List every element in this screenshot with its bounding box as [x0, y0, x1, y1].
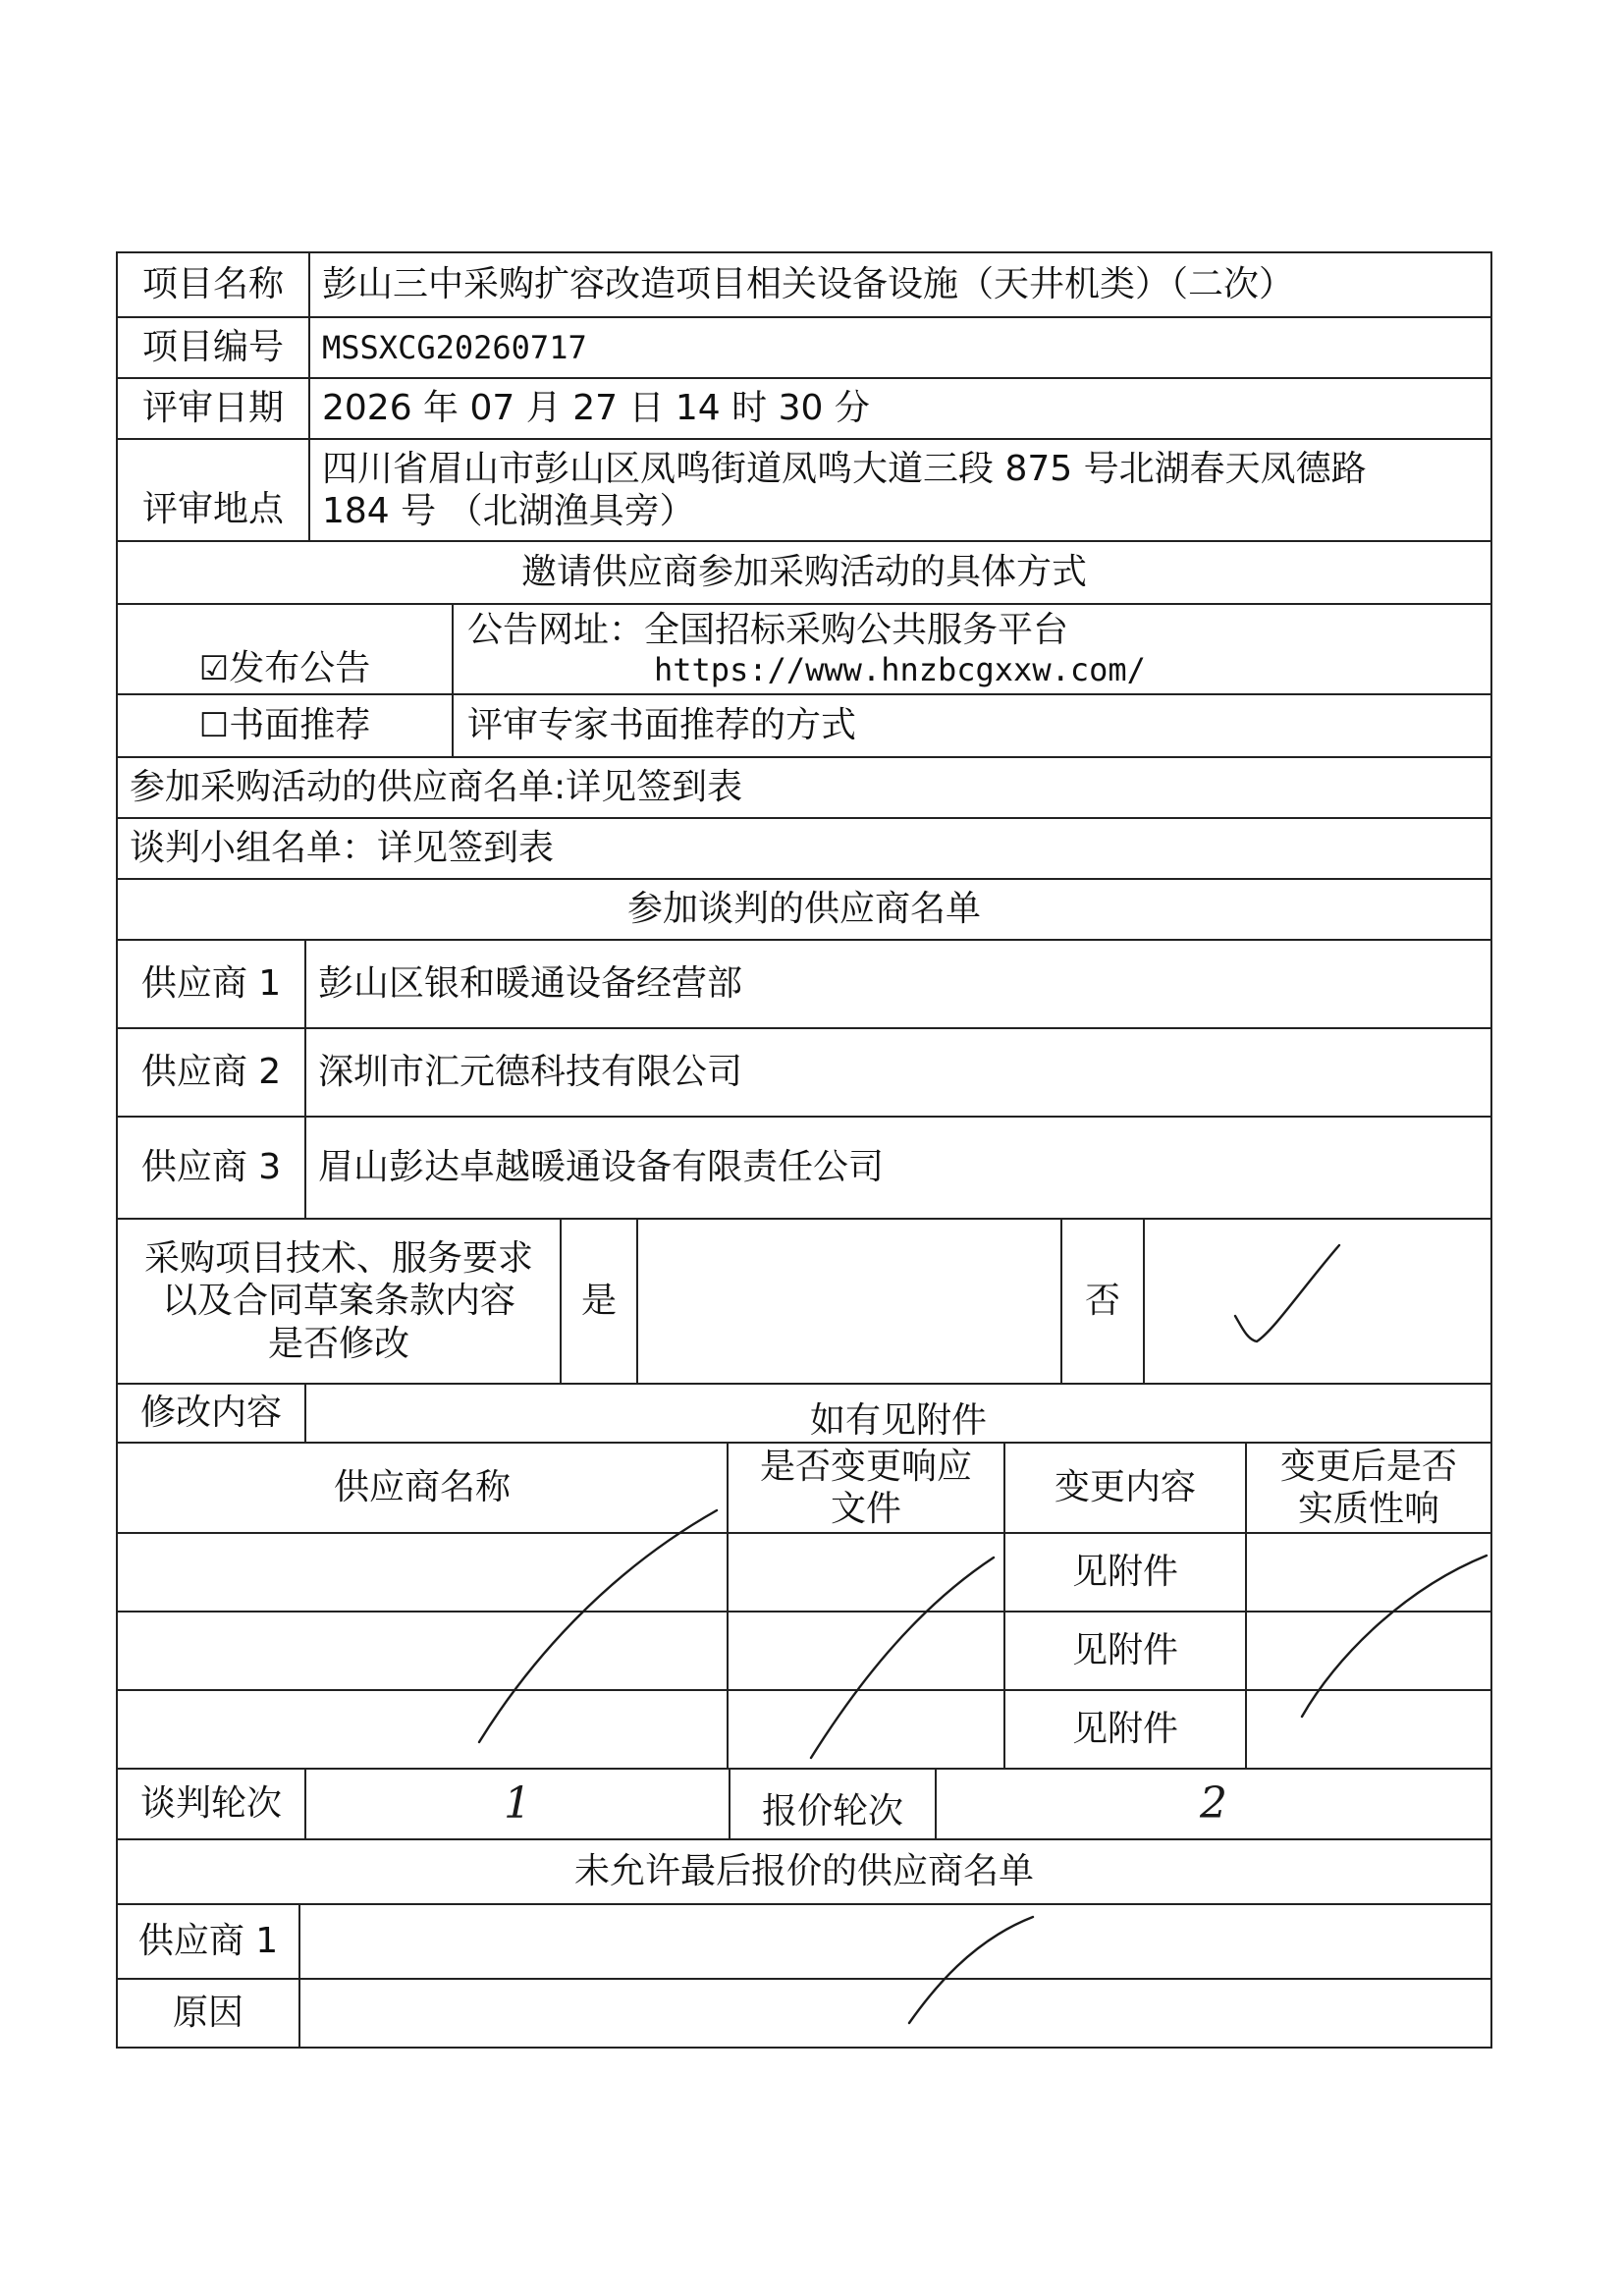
col-changed-header — [729, 1444, 1003, 1532]
publish-detail — [454, 605, 1490, 693]
supplier-name: 彭山区银和暖通设备经营部 — [318, 963, 743, 1005]
supplier-name: 眉山彭达卓越暖通设备有限责任公司 — [318, 1147, 885, 1188]
participants-line: 参加采购活动的供应商名单:详见签到表 — [130, 767, 743, 808]
rejected-supplier-label: 供应商 1 — [137, 1921, 279, 1962]
rejected-reason-label: 原因 — [172, 1993, 243, 2034]
col-content-header: 变更内容 — [1054, 1467, 1196, 1508]
slash-mark-icon — [1296, 1550, 1492, 1726]
supplier-row — [116, 1116, 1492, 1218]
publish-option — [118, 605, 452, 693]
row-invite-heading — [116, 540, 1492, 603]
project-name-value: 彭山三中采购扩容改造项目相关设备设施（天井机类）（二次） — [322, 264, 1295, 305]
publish-detail-line-1: 公告网址：全国招标采购公共服务平台 — [467, 610, 1069, 651]
supplier-name: 深圳市汇元德科技有限公司 — [318, 1052, 743, 1093]
suppliers-heading: 参加谈判的供应商名单 — [626, 889, 981, 930]
change-content-cell: 见附件 — [1071, 1630, 1178, 1671]
announcement-url: https://www.hnzbcgxxw.com/ — [654, 651, 1146, 689]
row-participants — [116, 756, 1492, 817]
review-place-label: 评审地点 — [141, 488, 284, 529]
checked-box-icon: ☑ — [198, 649, 230, 689]
supplier-label: 供应商 1 — [140, 963, 282, 1005]
modification-question-line-2: 以及合同草案条款内容 — [161, 1281, 515, 1322]
modification-question-line-1: 采购项目技术、服务要求 — [143, 1238, 533, 1280]
row-review-place — [116, 438, 1492, 540]
review-place-line-2: 184 号 （北湖渔具旁） — [322, 491, 695, 531]
yes-mark-cell — [638, 1220, 1060, 1383]
slash-mark-icon — [805, 1552, 1001, 1768]
modification-content-value: 如有见附件 — [809, 1399, 987, 1441]
row-suppliers-heading — [116, 878, 1492, 939]
empty-box-icon: ☐ — [198, 705, 230, 745]
negotiation-rounds-label: 谈判轮次 — [139, 1783, 282, 1825]
project-code-label: 项目编号 — [141, 327, 284, 368]
row-review-date — [116, 377, 1492, 438]
modification-question — [118, 1220, 560, 1383]
rejected-supplier-value — [300, 1905, 1490, 1978]
publish-option-label: 发布公告 — [229, 647, 371, 688]
review-date-value: 2026 年 07 月 27 日 14 时 30 分 — [322, 388, 870, 429]
quote-rounds-value: 2 — [1200, 1777, 1227, 1829]
col-substantive-header — [1247, 1444, 1490, 1532]
row-panel — [116, 817, 1492, 878]
changes-table — [116, 1442, 1492, 1768]
col-changed-line-2: 文件 — [830, 1489, 901, 1529]
change-content-cell: 见附件 — [1071, 1552, 1178, 1593]
col-changed-line-1: 是否变更响应 — [759, 1446, 972, 1487]
row-project-code — [116, 316, 1492, 377]
quote-rounds-label: 报价轮次 — [761, 1790, 903, 1831]
row-rejected-heading — [116, 1838, 1492, 1903]
row-project-name — [116, 251, 1492, 316]
col-substantive-line-2: 实质性响 — [1297, 1489, 1439, 1529]
supplier-label: 供应商 2 — [140, 1052, 282, 1093]
row-invite-publish — [116, 603, 1492, 693]
negotiation-record-form — [116, 251, 1492, 2049]
review-date-label: 评审日期 — [141, 388, 284, 429]
row-rounds — [116, 1768, 1492, 1838]
written-option — [118, 695, 452, 756]
yes-label: 是 — [580, 1281, 617, 1322]
supplier-row — [116, 1027, 1492, 1116]
modification-content-label: 修改内容 — [139, 1393, 282, 1434]
change-content-cell: 见附件 — [1071, 1709, 1178, 1750]
no-mark-cell — [1145, 1220, 1490, 1383]
row-modification-question — [116, 1218, 1492, 1383]
written-detail: 评审专家书面推荐的方式 — [467, 705, 857, 746]
supplier-row — [116, 939, 1492, 1027]
invite-heading: 邀请供应商参加采购活动的具体方式 — [520, 552, 1087, 593]
checkmark-icon — [1223, 1239, 1361, 1357]
review-place-value — [310, 440, 1490, 540]
modification-question-line-3: 是否修改 — [267, 1323, 409, 1364]
col-supplier-header: 供应商名称 — [333, 1467, 511, 1508]
project-code-value: MSSXCG20260717 — [322, 328, 587, 366]
row-invite-written — [116, 693, 1492, 756]
row-rejected-supplier — [116, 1903, 1492, 1978]
negotiation-rounds-value: 1 — [504, 1777, 531, 1829]
col-substantive-line-1: 变更后是否 — [1279, 1446, 1457, 1487]
row-rejected-reason — [116, 1978, 1492, 2049]
written-option-label: 书面推荐 — [229, 705, 371, 746]
project-name-label: 项目名称 — [141, 264, 284, 305]
rejected-heading: 未允许最后报价的供应商名单 — [573, 1851, 1034, 1892]
no-label: 否 — [1084, 1281, 1120, 1322]
row-modification-content — [116, 1383, 1492, 1442]
slash-mark-icon — [471, 1503, 727, 1758]
panel-line: 谈判小组名单：详见签到表 — [130, 828, 555, 869]
supplier-label: 供应商 3 — [140, 1147, 282, 1188]
review-place-line-1: 四川省眉山市彭山区凤鸣街道凤鸣大道三段 875 号北湖春天凤德路 — [322, 448, 1367, 489]
rejected-reason-value — [300, 1980, 1490, 2047]
